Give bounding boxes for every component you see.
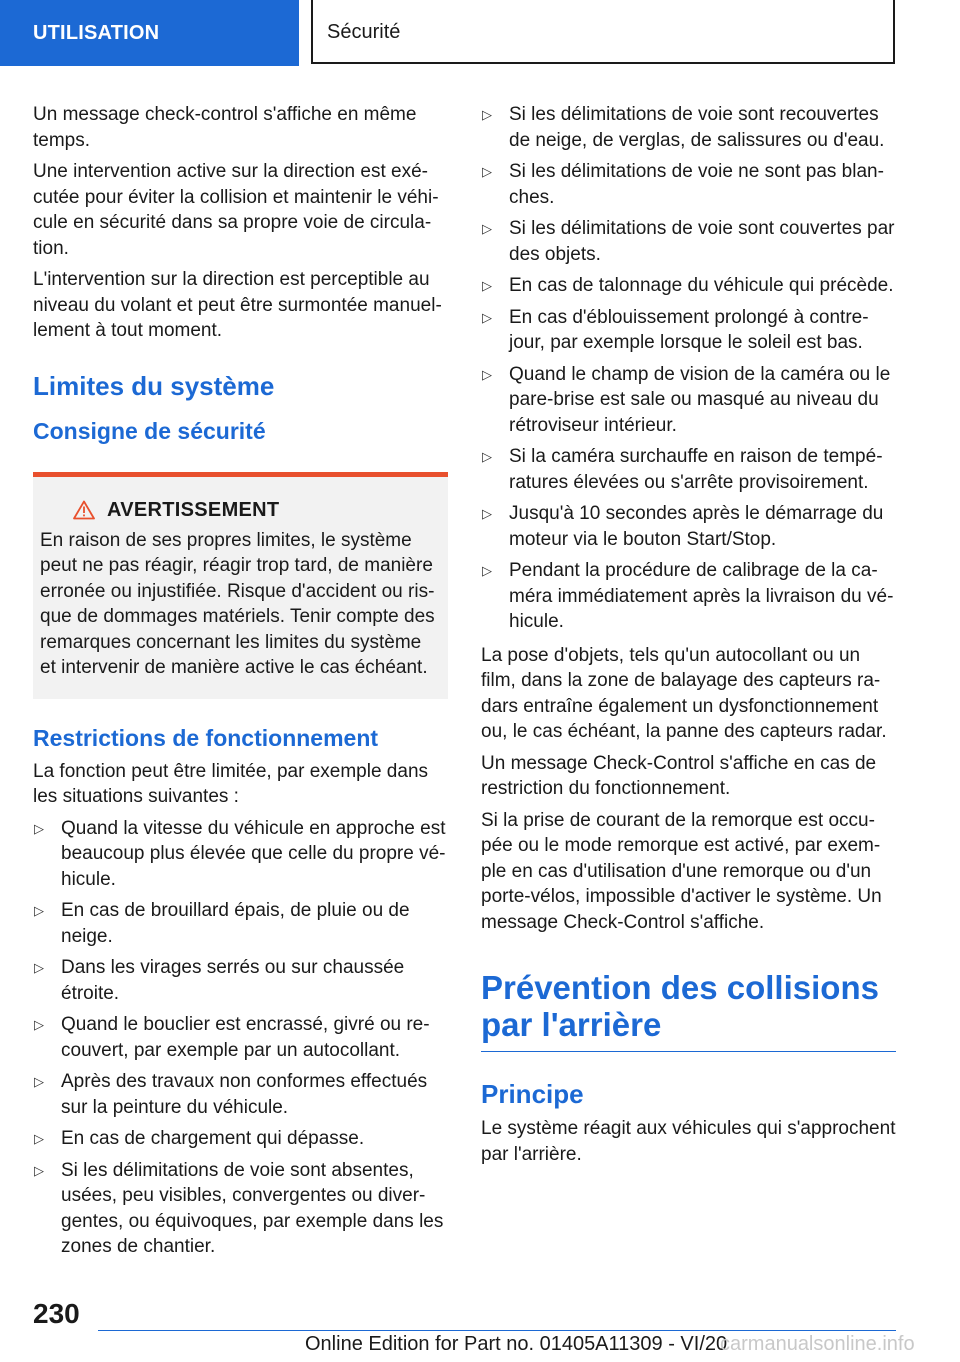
warning-title-text: AVERTISSEMENT xyxy=(107,498,280,521)
list-item: ▷ Dans les virages serrés ou sur chaussée étroite. xyxy=(34,957,405,1004)
list-item: ▷ En cas de talonnage du véhicule qui précède. xyxy=(481,273,896,299)
left-column xyxy=(33,102,448,1268)
heading-limits: Limites du système xyxy=(33,370,275,401)
section-tab: UTILISATION xyxy=(0,0,299,66)
page-number: 230 xyxy=(33,1298,80,1329)
list-item: ▷ Jusqu'à 10 secondes après le démarrage du moteur via le bouton Start/Stop. xyxy=(482,503,884,550)
list-item: ▷ Si la caméra surchauffe en raison de températures élevées ou s'arrête provisoirement. xyxy=(482,446,883,493)
bullet-arrow-icon: ▷ xyxy=(482,309,492,325)
bullet-list xyxy=(33,816,448,1260)
bullet-arrow-icon: ▷ xyxy=(482,221,492,236)
heading-safety: Consigne de sécurité xyxy=(33,417,266,444)
footer-edition: Online Edition for Part no. 01405A11309 - VI/20 xyxy=(305,1333,728,1355)
warning-title xyxy=(73,499,442,522)
list-item: ▷ Quand la vitesse du véhicule en approche est beaucoup plus élevée que celle du propre véhicule. xyxy=(34,817,446,890)
paragraph: La pose d'objets, tels qu'un autocollant ou un film, dans la zone de balayage des capteurs radars entraîne également un dysfonctionnement ou, le cas échéant, la panne des capteurs radar. xyxy=(481,644,887,742)
paragraph: Une intervention active sur la direction est exécutée pour éviter la collision et maintenir le véhicule en sécurité dans sa propre voie de circulation. xyxy=(33,161,439,259)
list-item: ▷ Si les délimitations de voie ne sont pas blanches. xyxy=(482,161,884,208)
paragraph: L'intervention sur la direction est perceptible au niveau du volant et peut être surmontée manuellement à tout moment. xyxy=(33,269,442,341)
paragraph: La fonction peut être limitée, par exemple dans les situations suivantes : xyxy=(33,760,429,807)
bullet-arrow-icon: ▷ xyxy=(34,903,44,918)
list-item: ▷ Pendant la procédure de calibrage de la caméra immédiatement après la livraison du véhicule. xyxy=(482,560,894,632)
footer-divider xyxy=(98,1330,896,1331)
list-item: ▷ Si les délimitations de voie sont recouvertes de neige, de verglas, de salissures ou d'eau. xyxy=(482,104,885,151)
bullet-arrow-icon: ▷ xyxy=(34,960,44,975)
warning-triangle-icon xyxy=(73,500,95,520)
list-item: ▷ Si les délimitations de voie sont absentes, usées, peu visibles, convergentes ou divergentes, ou équivoques, par exemple dans les zones de chantier. xyxy=(34,1159,444,1257)
heading-rear-collision: Prévention des collisions par l'arrière xyxy=(481,969,879,1043)
bullet-arrow-icon: ▷ xyxy=(482,278,492,293)
paragraph: Un message Check-Control s'affiche en cas de restriction du fonctionnement. xyxy=(481,752,877,799)
bullet-arrow-icon: ▷ xyxy=(482,506,492,521)
list-item: ▷ Quand le bouclier est encrassé, givré ou recouvert, par exemple par un autocollant. xyxy=(34,1014,430,1061)
bullet-arrow-icon: ▷ xyxy=(34,1017,44,1032)
list-item: ▷ Si les délimitations de voie sont couvertes par des objets. xyxy=(482,218,895,265)
heading-rear-collision-block xyxy=(481,969,896,1052)
paragraph: Le système réagit aux véhicules qui s'approchent par l'arrière. xyxy=(481,1118,896,1165)
bullet-arrow-icon: ▷ xyxy=(34,1074,44,1089)
bullet-arrow-icon: ▷ xyxy=(482,164,492,179)
bullet-arrow-icon: ▷ xyxy=(482,449,492,464)
heading-principle: Principe xyxy=(481,1079,584,1109)
bullet-arrow-icon: ▷ xyxy=(34,820,44,836)
bullet-arrow-icon: ▷ xyxy=(482,366,492,382)
warning-box xyxy=(33,472,448,699)
watermark: carmanualsonline.info xyxy=(720,1333,915,1355)
bullet-arrow-icon: ▷ xyxy=(482,563,492,578)
bullet-list xyxy=(481,102,896,635)
paragraph: Un message check-control s'affiche en même temps. xyxy=(33,104,417,151)
heading-restrictions: Restrictions de fonctionnement xyxy=(33,724,379,751)
list-item: ▷ En cas d'éblouissement prolongé à contre-jour, par exemple lorsque le soleil est bas. xyxy=(482,306,869,353)
list-item: ▷ Après des travaux non conformes effectués sur la peinture du véhicule. xyxy=(34,1071,428,1118)
chapter-title: Sécurité xyxy=(311,0,895,64)
bullet-arrow-icon: ▷ xyxy=(482,107,492,122)
list-item: ▷ En cas de chargement qui dépasse. xyxy=(33,1126,448,1152)
warning-text: En raison de ses propres limites, le système peut ne pas réagir, réagir trop tard, de manière erronée ou injustifiée. Risque d'accident ou risque de dommages matériels. Tenir compte des remarques concernant les limites du système et intervenir de manière active le cas échéant. xyxy=(40,529,435,678)
paragraph: Si la prise de courant de la remorque est occupée ou le mode remorque est activé, par exemple en cas d'utilisation d'une remorque ou d'un porte-vélos, impossible d'activer le système. Un message Check-Control s'affiche. xyxy=(481,809,882,933)
list-item: ▷ En cas de brouillard épais, de pluie ou de neige. xyxy=(34,900,410,947)
page-header xyxy=(0,0,960,66)
bullet-arrow-icon: ▷ xyxy=(34,1131,44,1146)
bullet-arrow-icon: ▷ xyxy=(34,1162,44,1178)
right-column xyxy=(481,102,896,1173)
list-item: ▷ Quand le champ de vision de la caméra ou le pare-brise est sale ou masqué au niveau du rétroviseur intérieur. xyxy=(482,363,891,436)
